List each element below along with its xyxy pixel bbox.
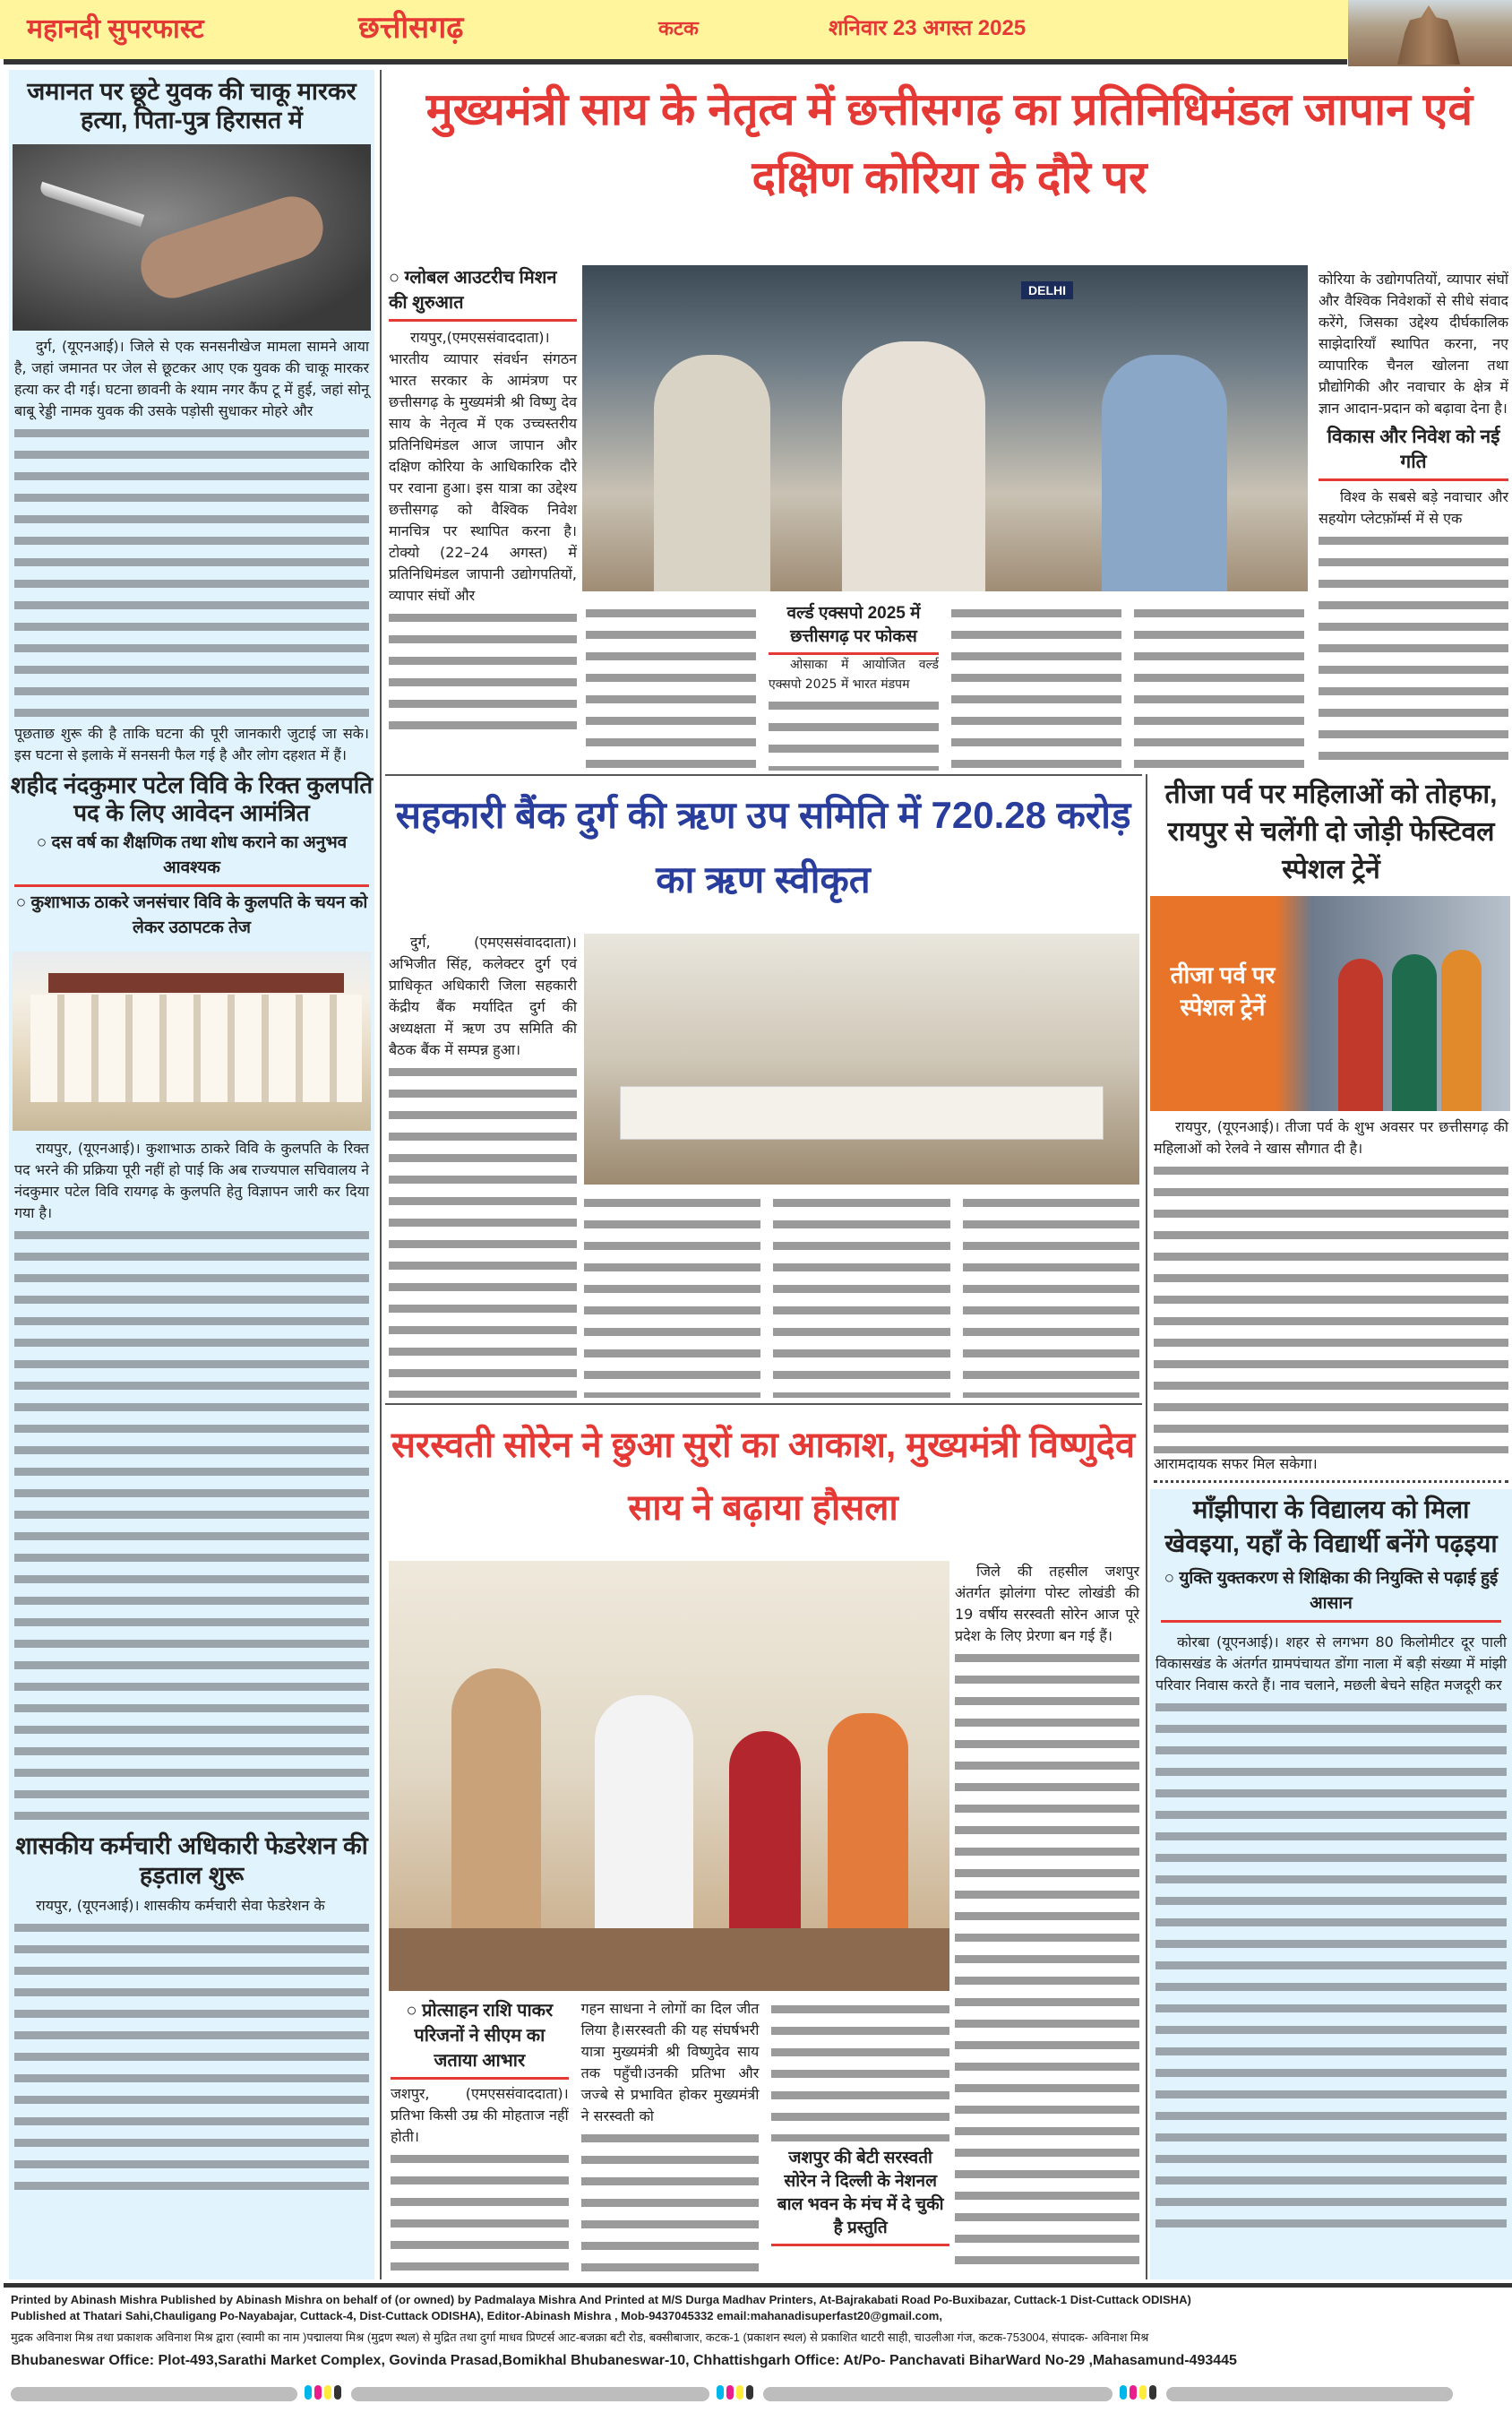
saraswati-lower-columns <box>391 1998 949 2278</box>
text-filler <box>586 602 756 771</box>
city: कटक <box>658 17 699 39</box>
temple-image <box>1348 0 1512 66</box>
saraswati-body: जिले की तहसील जशपुर अंतर्गत झोलंगा पोस्ट लोखंडी की 19 वर्षीय सरस्वती सोरेन आज पूरे प्रदेश के लिए प्रेरणा बन गई हैं। <box>955 1563 1139 1644</box>
text-filler <box>389 1061 577 1398</box>
bank-body: दुर्ग, (एमएससंवाददाता)। अभिजीत सिंह, कलेक्टर दुर्ग एवं प्राधिकृत अधिकारी जिला सहकारी केंद्रीय बैंक मर्यादित दुर्ग की अध्यक्षता में ऋण उप समिति की बैठक बैंक में सम्पन्न हुआ। <box>389 934 577 1058</box>
expo-body: ओसाका में आयोजित वर्ल्ड एक्सपो 2025 में भारत मंडपम <box>769 658 939 692</box>
teeja-body: रायपुर, (यूएनआई)। तीजा पर्व के शुभ अवसर पर छत्तीसगढ़ की महिलाओं को रेलवे ने खास सौगात दी है। <box>1154 1118 1508 1157</box>
story-headline: जमानत पर छूटे युवक की चाकू मारकर हत्या, पिता-पुत्र हिरासत में <box>27 78 357 134</box>
lead-subhead: ○ ग्लोबल आउटरीच मिशन की शुरुआत <box>389 265 577 322</box>
text-filler <box>14 1224 369 1826</box>
story-headline: शासकीय कर्मचारी अधिकारी फेडरेशन की हड़ताल शुरू <box>15 1832 368 1889</box>
text-filler <box>1154 1159 1508 1453</box>
lead-right-column <box>1319 269 1508 771</box>
expo-subhead: वर्ल्ड एक्सपो 2025 में छत्तीसगढ़ पर फोकस <box>769 602 939 655</box>
text-filler <box>955 1647 1139 2278</box>
text-filler <box>391 2148 569 2278</box>
footer-rule <box>4 2283 1512 2288</box>
text-filler <box>1134 602 1304 771</box>
lead-body-cont: विश्व के सबसे बड़े नवाचार और सहयोग प्लेटफ़ॉर्म्स में से एक <box>1319 488 1508 527</box>
text-filler <box>1319 530 1508 771</box>
story-body-end: पूछताछ शुरू की है ताकि घटना की पूरी जानकारी जुटाई जा सके। इस घटना से इलाके में सनसनी फैल गई है और लोग दहशत में हैं। <box>14 724 369 763</box>
text-filler <box>581 2127 760 2278</box>
lead-column-1 <box>389 265 577 767</box>
saraswati-subhead: जशपुर की बेटी सरस्वती सोरेन ने दिल्ली के नेशनल बाल भवन के मंच में दे चुकी है प्रस्तुति <box>771 2147 949 2246</box>
masthead <box>0 0 1348 59</box>
imprint <box>11 2292 1507 2369</box>
column-rule <box>380 70 382 2279</box>
saraswati-subhead: ○ प्रोत्साहन राशि पाकर परिजनों ने सीएम का जताया आभार <box>391 1998 569 2080</box>
lead-subhead: विकास और निवेश को नई गति <box>1319 425 1508 481</box>
lead-body: रायपुर,(एमएससंवाददाता)। भारतीय व्यापार संवर्धन संगठन भारत सरकार के आमंत्रण पर छत्तीसगढ़ के मुख्यमंत्री श्री विष्णु देव साय के नेतृत्व में एक उच्चस्तरीय प्रतिनिधिमंडल आज जापान और दक्षिण कोरिया के आधिकारिक दौरे पर रवाना हुआ। इस यात्रा का उद्देश्य छत्तीसगढ़ को वैश्विक निवेश मानचित्र पर स्थापित करना है। टोक्यो (22–24 अगस्त) में प्रतिनिधिमंडल जापानी उद्योगपतियों, व्यापार संघों और <box>389 329 577 604</box>
color-registration-bar <box>11 2385 1512 2403</box>
story-subhead: ○ दस वर्ष का शैक्षणिक तथा शोध कराने का अनुभव आवश्यक <box>14 831 369 887</box>
school-headline: माँझीपारा के विद्यालय को मिला खेवइया, यहाँ के विद्यार्थी बनेंगे पढ़इया <box>1164 1495 1498 1557</box>
teeja-text <box>1154 1116 1508 1475</box>
imprint-line: मुद्रक अविनाश मिश्र तथा प्रकाशक अविनाश मिश्र द्वारा (स्वामी का नाम )पद्मालया मिश्र (मुद्रण स्थल) से मुद्रित तथा दुर्गा माधव प्रिण्टर्स आट-बजक्रा बटी रोड, बक्सीबाजार, कटक-1 (प्रकाशन स्थल) से प्रकाशित थाटरी साही, चाउलीआ गंज, कटक-753004, संपादक- अविनाश मिश्र <box>11 2331 1149 2344</box>
photo-caption-text: तीजा पर्व पर स्पेशल ट्रेनें <box>1170 961 1276 1021</box>
left-column <box>9 70 374 2279</box>
special-train-photo <box>1150 896 1510 1111</box>
dotted-rule <box>1154 1480 1508 1483</box>
saraswati-body: जशपुर, (एमएससंवाददाता)। प्रतिभा किसी उम्र की मोहताज नहीं होती। <box>391 2085 569 2145</box>
saraswati-right-column <box>955 1561 1139 2278</box>
office-addresses: Bhubaneswar Office: Plot-493,Sarathi Market Complex, Govinda Prasad,Bomikhal Bhubaneswar-10, Chhattishgarh Office: At/Po- Panchavati BiharWard No-29 ,Mahasamund-493445 <box>11 2353 1237 2368</box>
photo-sign: DELHI <box>1021 281 1073 299</box>
section-rule <box>385 774 1142 776</box>
story-body: दुर्ग, (यूएनआई)। जिले से एक सनसनीखेज मामला सामने आया है, जहां जमानत पर जेल से छूटकर आए एक युवक की चाकू मारकर हत्या कर दी गई। घटना छावनी के श्याम नगर कैंप टू में हुई, जहां सोनू बाबू रेड्डी नामक युवक की उसके पड़ोसी सुधाकर मोहरे और <box>14 337 369 419</box>
text-filler <box>584 1192 760 1398</box>
bank-column-1 <box>389 932 577 1398</box>
saraswati-body: गहन साधना ने लोगों का दिल जीत लिया है।सरस्वती की यह संघर्षभरी यात्रा मुख्यमंत्री श्री विष्णुदेव साय तक पहुँची।उनकी प्रतिभा और जज्बे से प्रभावित होकर मुख्यमंत्री ने सरस्वती को <box>580 2000 760 2124</box>
text-filler <box>773 1192 949 1398</box>
lead-lower-columns <box>586 602 1304 771</box>
edition-name: छत्तीसगढ़ <box>358 11 464 45</box>
section-rule <box>385 1403 1142 1405</box>
school-body: कोरबा (यूएनआई)। शहर से लगभग 80 किलोमीटर दूर पाली विकासखंड के अंतर्गत ग्रामपंचायत डोंगा नाला में बड़ी संख्या में मांझी परिवार निवास करते हैं। नाव चलाने, मछली बेचने सहित मजदूरी कर <box>1155 1633 1507 1693</box>
lead-body-cont: कोरिया के उद्योगपतियों, व्यापार संघों और वैश्विक निवेशकों से सीधे संवाद करेंगे, जिसका उद्देश्य दीर्घकालिक साझेदारियाँ स्थापित करना, नए व्यापारिक चैनल खोलना तथा प्रौद्योगिकी और नवाचार के क्षेत्र में ज्ञान आदान-प्रदान को बढ़ावा देना है। <box>1319 271 1508 417</box>
story-body: रायपुर, (यूएनआई)। कुशाभाऊ ठाकरे विवि के कुलपति के रिक्त पद भरने की प्रक्रिया पूरी नहीं हो पाई कि अब राज्यपाल सचिवालय ने नंदकुमार पटेल विवि रायगढ़ के कुलपति हेतु विज्ञापन जारी कर दिया गया है। <box>14 1140 369 1222</box>
text-filler <box>389 607 577 732</box>
text-filler <box>1155 1696 1507 2234</box>
paper-name: महानदी सुपरफास्ट <box>27 14 204 44</box>
text-filler <box>769 694 939 771</box>
bank-lower-columns <box>584 1192 1139 1398</box>
text-filler <box>951 602 1121 771</box>
imprint-line: Published at Thatari Sahi,Chauligang Po-Nayabajar, Cuttack-4, Dist-Cuttack ODISHA), Editor-Abinash Mishra , Mob-9437045332 email:mahanadisuperfast20@gmail.com, <box>11 2309 942 2322</box>
column-rule <box>1146 774 1147 2279</box>
saraswati-photo <box>389 1561 949 1991</box>
masthead-rule <box>4 59 1347 65</box>
teeja-headline: तीजा पर्व पर महिलाओं को तोहफा, रायपुर से चलेंगी दो जोड़ी फेस्टिवल स्पेशल ट्रेनें <box>1164 780 1498 884</box>
story-subhead: ○ कुशाभाऊ ठाकरे जनसंचार विवि के कुलपति के चयन को लेकर उठापटक तेज <box>15 893 368 938</box>
lead-headline: मुख्यमंत्री साय के नेतृत्व में छत्तीसगढ़ का प्रतिनिधिमंडल जापान एवं दक्षिण कोरिया के दौरे पर <box>425 84 1473 202</box>
text-filler <box>14 422 369 723</box>
issue-date: शनिवार 23 अगस्त 2025 <box>829 16 1027 40</box>
text-filler <box>963 1192 1139 1398</box>
imprint-line: Printed by Abinash Mishra Published by Abinash Mishra on behalf of (or owned) by Padmalaya Mishra And Printed at M/S Durga Madhav Printers, At-Bajrakabati Road Po-Buxibazar, Cuttack-1 Dist-Cuttack ODISHA) <box>11 2293 1191 2306</box>
delegation-photo <box>582 265 1308 591</box>
bank-meeting-photo <box>584 934 1139 1185</box>
saraswati-headline: सरस्वती सोरेन ने छुआ सुरों का आकाश, मुख्यमंत्री विष्णुदेव साय ने बढ़ाया हौसला <box>391 1426 1136 1528</box>
university-building-photo <box>13 952 371 1131</box>
knife-photo <box>13 144 371 331</box>
bank-headline: सहकारी बैंक दुर्ग की ऋण उप समिति में 720.28 करोड़ का ऋण स्वीकृत <box>395 794 1131 900</box>
story-body: रायपुर, (यूएनआई)। शासकीय कर्मचारी सेवा फेडरेशन के <box>36 1896 325 1914</box>
text-filler <box>771 1998 949 2141</box>
text-filler <box>14 1917 369 2196</box>
school-subhead: ○ युक्ति युक्तकरण से शिक्षिका की नियुक्ति से पढ़ाई हुई आसान <box>1161 1566 1501 1623</box>
teeja-body-end: आरामदायक सफर मिल सकेगा। <box>1154 1455 1318 1472</box>
school-story <box>1150 1489 1512 2279</box>
story-headline: शहीद नंदकुमार पटेल विवि के रिक्त कुलपति पद के लिए आवेदन आमंत्रित <box>10 771 374 826</box>
